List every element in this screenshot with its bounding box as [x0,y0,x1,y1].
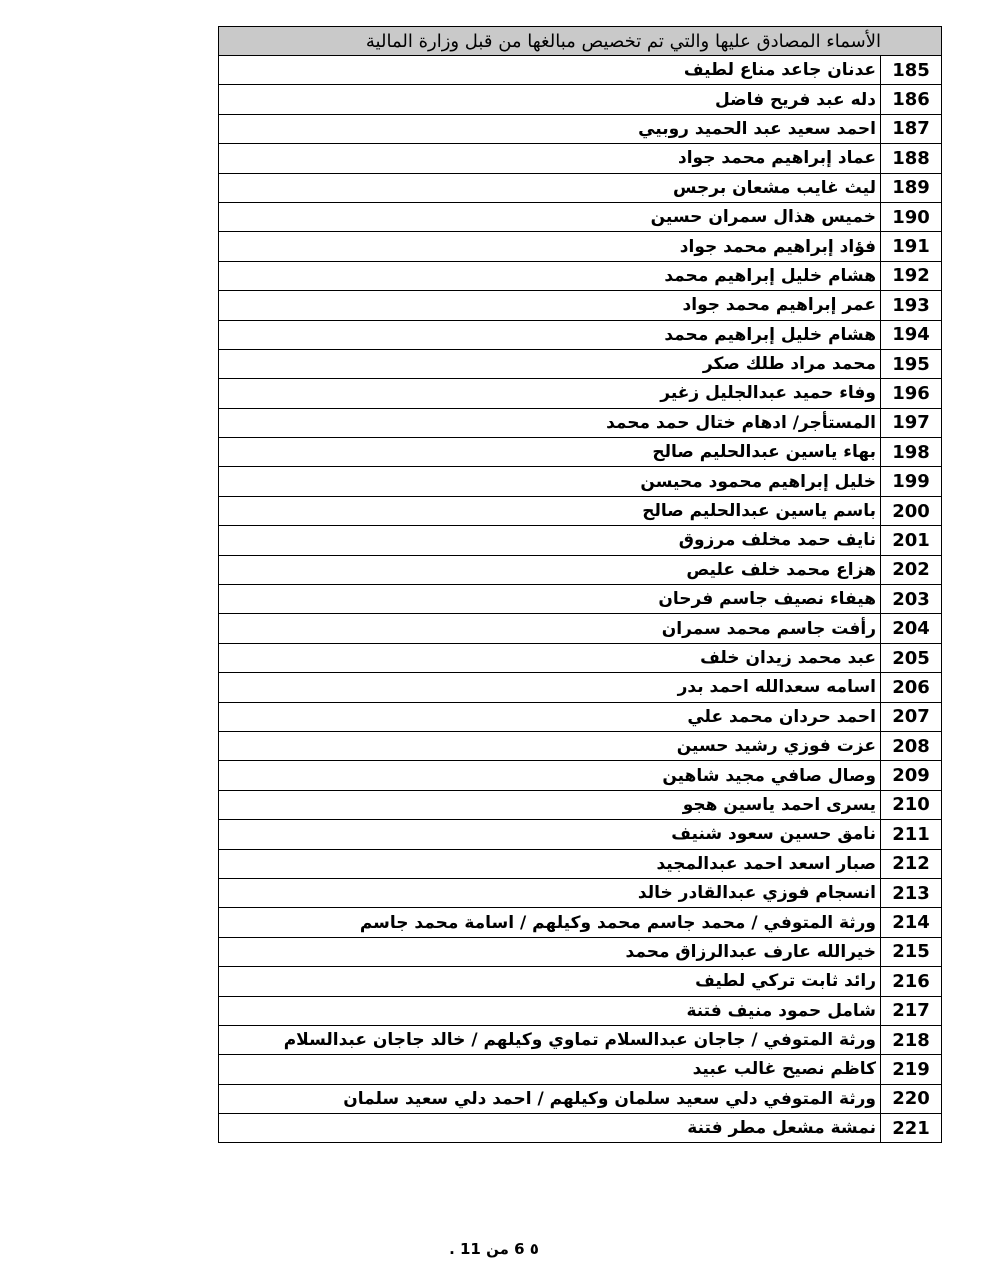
row-number: 215 [881,937,942,966]
table-header: الأسماء المصادق عليها والتي تم تخصيص مبالغها من قبل وزارة المالية [219,27,942,56]
row-name: يسرى احمد ياسين هجو [219,790,881,819]
row-number: 212 [881,849,942,878]
table-row [219,232,942,261]
table-row [219,144,942,173]
row-number: 197 [881,408,942,437]
row-name: وصال صافي مجيد شاهين [219,761,881,790]
row-number: 209 [881,761,942,790]
table-row [219,849,942,878]
row-name: خميس هذال سمران حسين [219,202,881,231]
row-number: 192 [881,261,942,290]
row-name: محمد مراد طلك صكر [219,349,881,378]
row-number: 193 [881,291,942,320]
row-number: 195 [881,349,942,378]
row-number: 189 [881,173,942,202]
row-number: 196 [881,379,942,408]
table-row [219,878,942,907]
table-row [219,790,942,819]
row-name: هزاع محمد خلف عليص [219,555,881,584]
table-row [219,996,942,1025]
row-name: عبد محمد زيدان خلف [219,643,881,672]
row-name: نايف حمد مخلف مرزوق [219,526,881,555]
row-number: 201 [881,526,942,555]
row-name: ورثة المتوفي دلي سعيد سلمان وكيلهم / احمد دلي سعيد سلمان [219,1084,881,1113]
table-row [219,379,942,408]
row-name: ورثة المتوفي / محمد جاسم محمد وكيلهم / اسامة محمد جاسم [219,908,881,937]
table-body [219,56,942,1143]
row-number: 205 [881,643,942,672]
row-name: احمد حردان محمد علي [219,702,881,731]
row-name: صبار اسعد احمد عبدالمجيد [219,849,881,878]
row-name: المستأجر/ ادهام ختال حمد محمد [219,408,881,437]
row-number: 204 [881,614,942,643]
row-number: 208 [881,731,942,760]
row-name: خليل إبراهيم محمود محيسن [219,467,881,496]
row-name: كاظم نصيح غالب عبيد [219,1055,881,1084]
table-row [219,820,942,849]
table-row [219,261,942,290]
row-name: ليث غايب مشعان برجس [219,173,881,202]
table-row [219,291,942,320]
table-row [219,585,942,614]
table-row [219,496,942,525]
table-row [219,761,942,790]
row-number: 203 [881,585,942,614]
names-table [218,26,942,1143]
row-name: رأفت جاسم محمد سمران [219,614,881,643]
row-number: 185 [881,56,942,85]
table-row [219,1055,942,1084]
table-row [219,643,942,672]
row-number: 199 [881,467,942,496]
row-name: هشام خليل إبراهيم محمد [219,320,881,349]
table-row [219,1114,942,1143]
row-number: 186 [881,85,942,114]
table-row [219,85,942,114]
table-row [219,526,942,555]
row-number: 206 [881,673,942,702]
row-number: 218 [881,1025,942,1054]
table-row [219,1025,942,1054]
row-number: 202 [881,555,942,584]
table-row [219,408,942,437]
table-row [219,908,942,937]
row-name: باسم ياسين عبدالحليم صالح [219,496,881,525]
row-name: خيرالله عارف عبدالرزاق محمد [219,937,881,966]
table-header-row [219,27,942,56]
row-number: 220 [881,1084,942,1113]
table-row [219,202,942,231]
row-name: اسامه سعدالله احمد بدر [219,673,881,702]
table-row [219,56,942,85]
row-number: 207 [881,702,942,731]
row-name: فؤاد إبراهيم محمد جواد [219,232,881,261]
row-name: دله عبد فريح فاضل [219,85,881,114]
row-name: هيفاء نصيف جاسم فرحان [219,585,881,614]
row-name: عمر إبراهيم محمد جواد [219,291,881,320]
row-name: انسجام فوزي عبدالقادر خالد [219,878,881,907]
row-number: 187 [881,114,942,143]
row-number: 198 [881,438,942,467]
table-row [219,467,942,496]
table-row [219,555,942,584]
row-name: عماد إبراهيم محمد جواد [219,144,881,173]
table-row [219,702,942,731]
row-number: 221 [881,1114,942,1143]
row-number: 190 [881,202,942,231]
row-name: ورثة المتوفي / جاجان عبدالسلام تماوي وكيلهم / خالد جاجان عبدالسلام [219,1025,881,1054]
table-row [219,438,942,467]
row-number: 188 [881,144,942,173]
row-number: 216 [881,967,942,996]
row-name: نامق حسين سعود شنيف [219,820,881,849]
table-row [219,349,942,378]
row-number: 211 [881,820,942,849]
row-name: احمد سعيد عبد الحميد روبيي [219,114,881,143]
row-name: عزت فوزي رشيد حسين [219,731,881,760]
row-name: شامل حمود منيف فتنة [219,996,881,1025]
row-number: 210 [881,790,942,819]
table-row [219,731,942,760]
table-row [219,614,942,643]
row-name: نمشة مشعل مطر فتنة [219,1114,881,1143]
row-name: بهاء ياسين عبدالحليم صالح [219,438,881,467]
row-number: 194 [881,320,942,349]
table-row [219,320,942,349]
table-row [219,967,942,996]
table-row [219,673,942,702]
row-number: 200 [881,496,942,525]
table-row [219,937,942,966]
row-number: 217 [881,996,942,1025]
row-number: 219 [881,1055,942,1084]
table-row [219,1084,942,1113]
row-number: 214 [881,908,942,937]
page-number: ٥ 6 من 11 . [449,1240,539,1258]
row-name: وفاء حميد عبدالجليل زغير [219,379,881,408]
row-number: 213 [881,878,942,907]
row-name: رائد ثابت تركي لطيف [219,967,881,996]
table-row [219,114,942,143]
row-number: 191 [881,232,942,261]
row-name: هشام خليل إبراهيم محمد [219,261,881,290]
table-row [219,173,942,202]
row-name: عدنان جاعد مناع لطيف [219,56,881,85]
